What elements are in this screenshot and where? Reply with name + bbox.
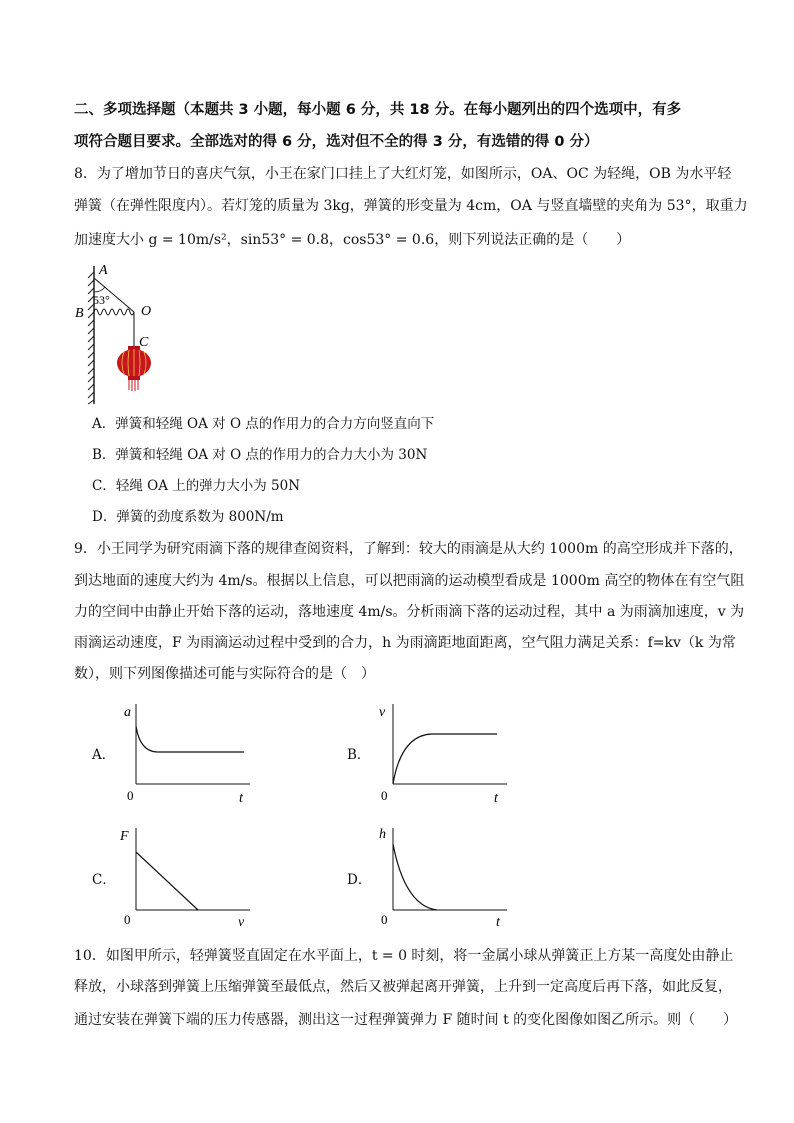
graph-d-x-label: t [496,915,500,930]
q9-line2: 到达地面的速度大约为 4m/s。根据以上信息，可以把雨滴的运动模型看成是 1000m 高空的物体在有空气阻 [74,573,745,589]
label-O: O [141,304,152,319]
section-heading-line2: 项符合题目要求。全部选对的得 6 分，选对但不全的得 3 分，有选错的得 0 分） [74,134,599,150]
label-angle: 53° [93,293,110,307]
graph-b-y-label: v [379,705,386,720]
q8-line1: 8．为了增加节日的喜庆气氛，小王在家门口挂上了大红灯笼，如图所示，OA、OC 为轻绳，OB 为水平轻 [74,166,732,182]
angle-arc [94,287,105,292]
q8-option-d[interactable]: D．弹簧的劲度系数为 800N/m [92,509,284,525]
graph-a-y-label: a [124,705,131,720]
graph-c [118,824,258,930]
graph-a-origin: 0 [127,788,134,803]
graph-c-option[interactable]: C． [92,872,116,888]
graph-d-origin: 0 [381,912,388,927]
q8-line2: 弹簧（在弹性限度内）。若灯笼的质量为 3kg，弹簧的形变量为 4cm，OA 与竖直墙壁的夹角为 53°，取重力 [74,198,748,214]
graph-c-origin: 0 [124,912,131,927]
section-heading-line1: 二、多项选择题（本题共 3 小题，每小题 6 分，共 18 分。在每小题列出的四个选项中，有多 [74,102,682,118]
q10-line2: 释放，小球落到弹簧上压缩弹簧至最低点，然后又被弹起离开弹簧，上升到一定高度后再下落，如此反复， [74,979,732,995]
graph-a [118,700,258,806]
label-A: A [99,263,108,278]
q9-line1: 9．小王同学为研究雨滴下落的规律查阅资料，了解到：较大的雨滴是从大约 1000m 的高空形成并下落的， [74,541,743,557]
graph-b [375,700,515,806]
graph-c-y-label: F [120,829,129,844]
graph-b-x-label: t [494,791,498,806]
graph-c-line [136,852,198,910]
wall-hatching [88,272,94,404]
q9-line5: 数），则下列图像描述可能与实际符合的是（ ） [74,666,375,682]
lantern-icon [117,346,151,391]
spring-OB [94,309,134,315]
label-C: C [139,335,149,350]
graph-d-curve [393,844,437,910]
q8-option-b[interactable]: B．弹簧和轻绳 OA 对 O 点的作用力的合力大小为 30N [92,447,428,463]
graph-d-option[interactable]: D． [347,872,372,888]
q9-line4: 雨滴运动速度，F 为雨滴运动过程中受到的合力，h 为雨滴距地面距离，空气阻力满足关系：f=kv（k 为常 [74,635,736,651]
graph-a-x-label: t [239,791,243,806]
graph-c-x-label: v [238,915,245,930]
graph-a-option[interactable]: A． [92,747,116,763]
graph-b-curve [393,734,497,784]
q8-option-a[interactable]: A．弹簧和轻绳 OA 对 O 点的作用力的合力方向竖直向下 [92,416,435,432]
q9-line3: 力的空间中由静止开始下落的运动，落地速度 4m/s。分析雨滴下落的运动过程，其中 a 为雨滴加速度，v 为 [74,604,745,620]
graph-d [375,824,515,930]
q10-line3: 通过安装在弹簧下端的压力传感器，测出这一过程弹簧弹力 F 随时间 t 的变化图像如图乙所示。则（ ） [74,1012,738,1028]
q8-option-c[interactable]: C．轻绳 OA 上的弹力大小为 50N [92,478,301,494]
q8-line3: 加速度大小 g = 10m/s²，sin53° = 0.8，cos53° = 0.6，则下列说法正确的是（ ） [74,232,631,248]
graph-b-origin: 0 [381,788,388,803]
label-B: B [75,306,84,321]
q8-lantern-figure [72,262,172,408]
graph-b-option[interactable]: B． [347,747,371,763]
q10-line1: 10．如图甲所示，轻弹簧竖直固定在水平面上，t = 0 时刻，将一金属小球从弹簧正上方某一高度处由静止 [74,948,734,964]
graph-a-curve [136,726,244,752]
graph-d-y-label: h [379,827,386,842]
